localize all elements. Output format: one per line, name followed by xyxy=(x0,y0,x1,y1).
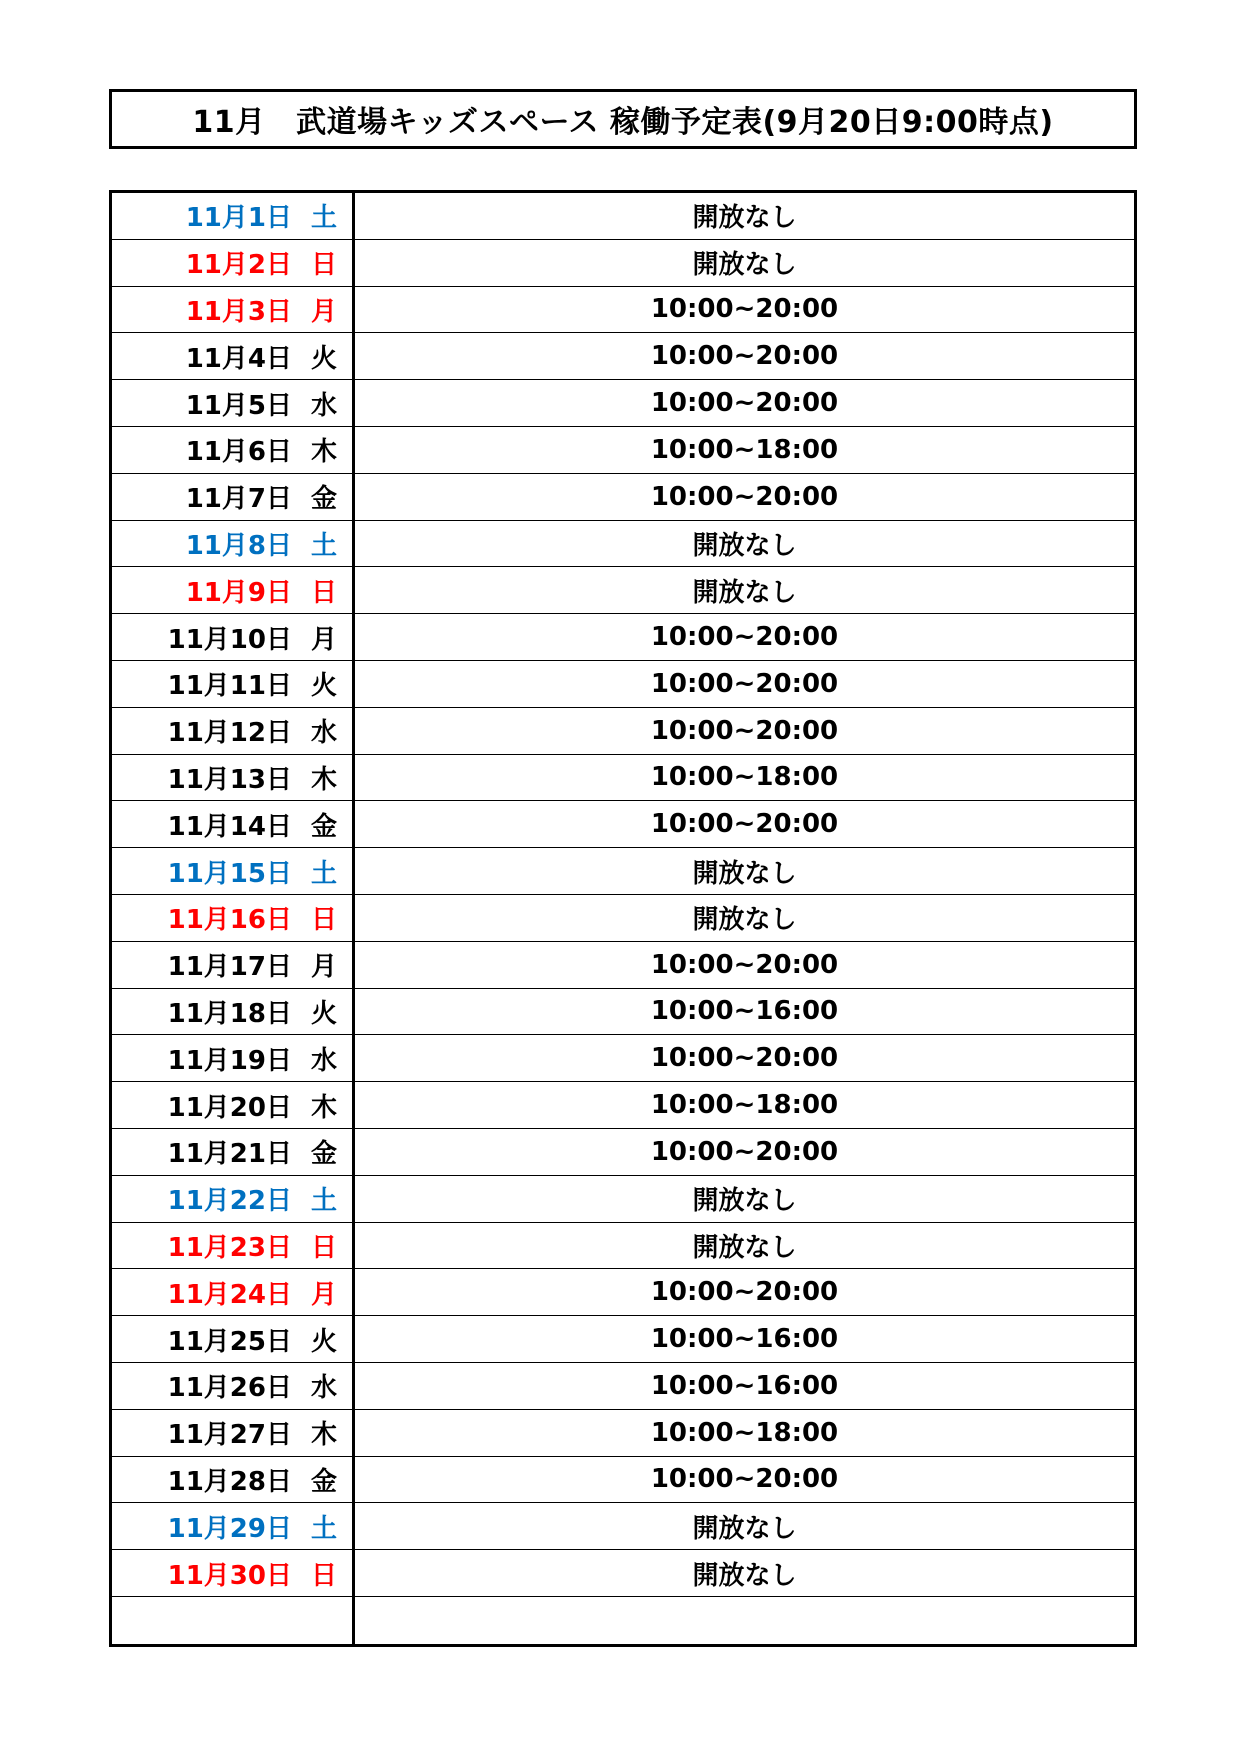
day-of-week: 土 xyxy=(310,1513,337,1544)
hours-cell: 10:00~20:00 xyxy=(650,809,839,840)
date-cell xyxy=(112,1269,355,1315)
table-row xyxy=(112,1269,1134,1316)
table-row xyxy=(112,1410,1134,1457)
hours-cell: 開放なし xyxy=(692,1186,797,1217)
day-of-week: 火 xyxy=(310,671,337,702)
day-of-week: 木 xyxy=(310,437,337,468)
date-label: 11月24日 xyxy=(167,1279,292,1310)
table-row xyxy=(112,801,1134,848)
date-cell xyxy=(112,240,355,286)
table-row xyxy=(112,1457,1134,1504)
hours-cell: 開放なし xyxy=(692,905,797,936)
day-of-week: 日 xyxy=(310,577,337,608)
hours-cell: 10:00~20:00 xyxy=(650,622,839,653)
table-row xyxy=(112,1503,1134,1550)
date-cell xyxy=(112,895,355,941)
date-label: 11月1日 xyxy=(185,203,292,234)
date-cell xyxy=(112,1503,355,1549)
table-row xyxy=(112,989,1134,1036)
date-cell xyxy=(112,193,355,239)
date-cell xyxy=(112,1223,355,1269)
table-row xyxy=(112,1129,1134,1176)
table-row xyxy=(112,240,1134,287)
date-label: 11月10日 xyxy=(167,624,292,655)
hours-cell: 10:00~16:00 xyxy=(650,1324,839,1355)
day-of-week: 金 xyxy=(310,811,337,842)
day-of-week: 月 xyxy=(310,624,337,655)
hours-cell: 10:00~20:00 xyxy=(650,1043,839,1074)
hours-cell: 10:00~16:00 xyxy=(650,1370,839,1401)
table-row xyxy=(112,567,1134,614)
day-of-week: 日 xyxy=(310,1560,337,1591)
hours-cell: 開放なし xyxy=(692,1560,797,1591)
hours-cell: 開放なし xyxy=(692,1232,797,1263)
day-of-week: 日 xyxy=(310,905,337,936)
day-of-week: 木 xyxy=(310,1092,337,1123)
date-cell xyxy=(112,427,355,473)
hours-cell: 10:00~18:00 xyxy=(650,1417,839,1448)
hours-cell: 10:00~20:00 xyxy=(650,341,839,372)
day-of-week: 金 xyxy=(310,484,337,515)
day-of-week: 火 xyxy=(310,1326,337,1357)
page-title: 11月 武道場キッズスペース 稼働予定表(9月20日9:00時点) xyxy=(109,89,1137,149)
hours-cell: 開放なし xyxy=(692,577,797,608)
table-row xyxy=(112,848,1134,895)
table-row xyxy=(112,1550,1134,1597)
date-cell xyxy=(112,1363,355,1409)
day-of-week: 水 xyxy=(310,1373,337,1404)
date-label: 11月14日 xyxy=(167,811,292,842)
hours-cell: 10:00~20:00 xyxy=(650,294,839,325)
date-label: 11月30日 xyxy=(167,1560,292,1591)
hours-cell: 10:00~20:00 xyxy=(650,481,839,512)
day-of-week: 月 xyxy=(310,296,337,327)
date-cell xyxy=(112,1129,355,1175)
day-of-week: 月 xyxy=(310,952,337,983)
date-cell xyxy=(112,801,355,847)
hours-cell: 開放なし xyxy=(692,1513,797,1544)
table-row xyxy=(112,287,1134,334)
date-label: 11月4日 xyxy=(185,343,292,374)
day-of-week: 火 xyxy=(310,343,337,374)
table-row xyxy=(112,1082,1134,1129)
date-cell xyxy=(112,614,355,660)
date-cell xyxy=(112,755,355,801)
table-row xyxy=(112,1363,1134,1410)
table-row xyxy=(112,474,1134,521)
date-label: 11月18日 xyxy=(167,998,292,1029)
schedule-table xyxy=(109,190,1137,1647)
date-cell xyxy=(112,1550,355,1596)
day-of-week: 金 xyxy=(310,1139,337,1170)
hours-cell: 10:00~18:00 xyxy=(650,762,839,793)
day-of-week: 金 xyxy=(310,1466,337,1497)
hours-cell: 開放なし xyxy=(692,530,797,561)
table-row xyxy=(112,661,1134,708)
date-label: 11月15日 xyxy=(167,858,292,889)
hours-cell: 開放なし xyxy=(692,858,797,889)
date-label: 11月23日 xyxy=(167,1232,292,1263)
day-of-week: 日 xyxy=(310,250,337,281)
date-cell xyxy=(112,708,355,754)
hours-cell: 10:00~20:00 xyxy=(650,388,839,419)
date-label: 11月9日 xyxy=(185,577,292,608)
table-row xyxy=(112,1223,1134,1270)
table-row xyxy=(112,942,1134,989)
date-cell xyxy=(112,1597,355,1644)
date-cell xyxy=(112,1316,355,1362)
date-label: 11月3日 xyxy=(185,296,292,327)
hours-cell: 10:00~20:00 xyxy=(650,715,839,746)
table-row xyxy=(112,614,1134,661)
date-cell xyxy=(112,1176,355,1222)
table-row xyxy=(112,1597,1134,1644)
date-cell xyxy=(112,661,355,707)
date-cell xyxy=(112,474,355,520)
table-row xyxy=(112,333,1134,380)
day-of-week: 土 xyxy=(310,203,337,234)
day-of-week: 土 xyxy=(310,1186,337,1217)
date-cell xyxy=(112,1410,355,1456)
date-label: 11月26日 xyxy=(167,1373,292,1404)
day-of-week: 月 xyxy=(310,1279,337,1310)
table-row xyxy=(112,380,1134,427)
table-row xyxy=(112,895,1134,942)
date-cell xyxy=(112,1082,355,1128)
date-cell xyxy=(112,942,355,988)
hours-cell: 10:00~20:00 xyxy=(650,949,839,980)
table-row xyxy=(112,427,1134,474)
table-row xyxy=(112,755,1134,802)
day-of-week: 水 xyxy=(310,1045,337,1076)
table-row xyxy=(112,521,1134,568)
hours-cell: 10:00~16:00 xyxy=(650,996,839,1027)
date-label: 11月21日 xyxy=(167,1139,292,1170)
date-label: 11月7日 xyxy=(185,484,292,515)
date-label: 11月25日 xyxy=(167,1326,292,1357)
day-of-week: 木 xyxy=(310,764,337,795)
day-of-week: 水 xyxy=(310,390,337,421)
hours-cell: 10:00~20:00 xyxy=(650,1277,839,1308)
date-label: 11月11日 xyxy=(167,671,292,702)
date-label: 11月6日 xyxy=(185,437,292,468)
date-label: 11月28日 xyxy=(167,1466,292,1497)
hours-cell: 10:00~20:00 xyxy=(650,1136,839,1167)
day-of-week: 日 xyxy=(310,1232,337,1263)
date-cell xyxy=(112,1457,355,1503)
date-label: 11月20日 xyxy=(167,1092,292,1123)
day-of-week: 火 xyxy=(310,998,337,1029)
day-of-week: 木 xyxy=(310,1420,337,1451)
date-cell xyxy=(112,848,355,894)
hours-cell: 10:00~18:00 xyxy=(650,1090,839,1121)
table-row xyxy=(112,708,1134,755)
date-cell xyxy=(112,989,355,1035)
date-label: 11月19日 xyxy=(167,1045,292,1076)
table-row xyxy=(112,193,1134,240)
date-cell xyxy=(112,333,355,379)
hours-cell: 10:00~20:00 xyxy=(650,668,839,699)
date-label: 11月22日 xyxy=(167,1186,292,1217)
date-cell xyxy=(112,287,355,333)
date-cell xyxy=(112,567,355,613)
date-label: 11月17日 xyxy=(167,952,292,983)
date-cell xyxy=(112,1035,355,1081)
date-label: 11月16日 xyxy=(167,905,292,936)
date-cell xyxy=(112,380,355,426)
date-label: 11月27日 xyxy=(167,1420,292,1451)
date-label: 11月13日 xyxy=(167,764,292,795)
date-cell xyxy=(112,521,355,567)
date-label: 11月5日 xyxy=(185,390,292,421)
hours-cell: 開放なし xyxy=(692,203,797,234)
day-of-week: 土 xyxy=(310,530,337,561)
date-label: 11月8日 xyxy=(185,530,292,561)
hours-cell: 開放なし xyxy=(692,250,797,281)
hours-cell xyxy=(355,1597,1134,1644)
date-label: 11月2日 xyxy=(185,250,292,281)
table-row xyxy=(112,1316,1134,1363)
hours-cell: 10:00~20:00 xyxy=(650,1464,839,1495)
day-of-week: 土 xyxy=(310,858,337,889)
table-row xyxy=(112,1176,1134,1223)
table-row xyxy=(112,1035,1134,1082)
hours-cell: 10:00~18:00 xyxy=(650,434,839,465)
date-label: 11月29日 xyxy=(167,1513,292,1544)
day-of-week: 水 xyxy=(310,718,337,749)
date-label: 11月12日 xyxy=(167,718,292,749)
